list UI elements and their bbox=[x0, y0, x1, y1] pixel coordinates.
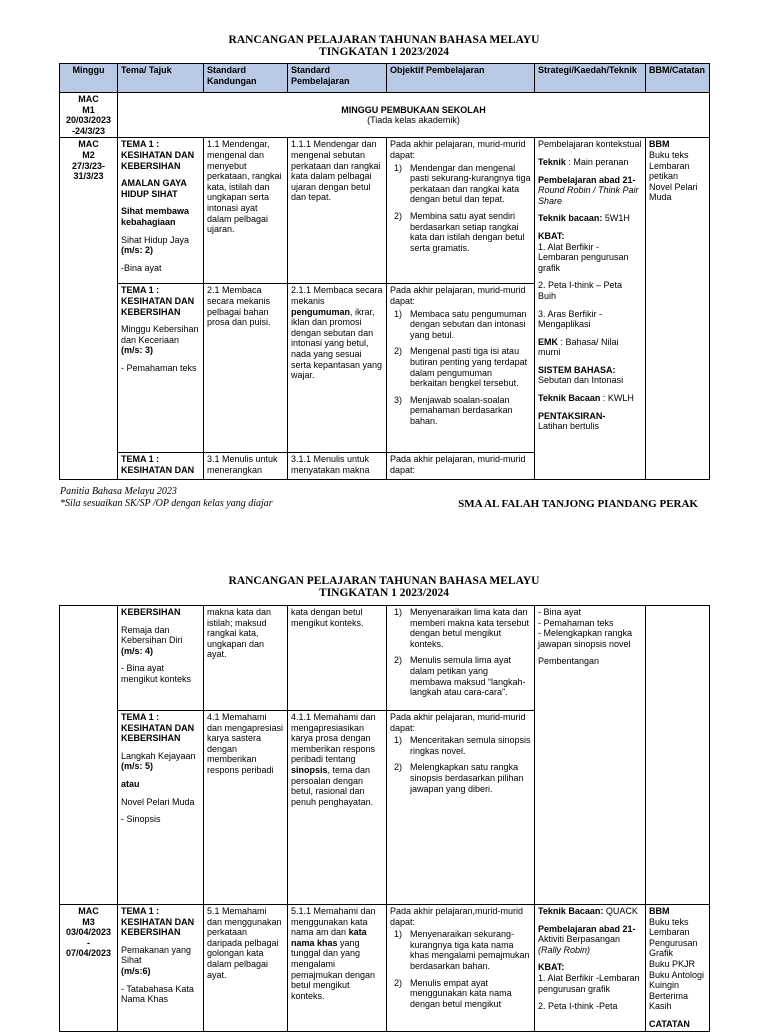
table-row-cont bbox=[60, 606, 710, 711]
table-row-m3 bbox=[60, 905, 710, 1032]
opening-week-title: MINGGU PEMBUKAAN SEKOLAH bbox=[341, 104, 486, 115]
strategi-cell bbox=[535, 138, 646, 480]
week-end: -24/3/23 bbox=[71, 125, 106, 136]
page-ref: (m/s: 5) bbox=[121, 761, 154, 772]
objective-item: 2) Melengkapkan satu rangka sinopsis berdasarkan pilihan jawapan yang diberi. bbox=[394, 762, 524, 794]
objektif-cell bbox=[387, 138, 535, 284]
topic-title: Sihat Hidup Jaya bbox=[121, 234, 190, 245]
objective-intro: Pada akhir pelajaran, murid-murid dapat: bbox=[390, 712, 526, 733]
page1-title: RANCANGAN PELAJARAN TAHUNAN BAHASA MELAYU bbox=[228, 34, 540, 46]
sistem-bahasa-value: Sebutan dan Intonasi bbox=[538, 375, 624, 386]
sk-cell: 1.1 Mendengar, mengenal dan menyebut perkataan, rangkai kata, istilah dan ungkapan serta intonasi ayat dalam pelbagai ujaran. bbox=[204, 138, 288, 284]
objective-item: 3) Menjawab soalan-soalan pemahaman berdasarkan bahan. bbox=[394, 394, 513, 426]
strategy-item: - Pemahaman teks bbox=[538, 617, 614, 628]
page-ref: (m/s:6) bbox=[121, 965, 151, 976]
bbm-item: Buku PKJR bbox=[649, 958, 696, 969]
bbm-label: BBM bbox=[649, 906, 670, 916]
tema-name: KESIHATAN DAN KEBERSIHAN bbox=[121, 149, 195, 171]
objective-item: 2) Mengenal pasti tiga isi atau butiran penting yang terdapat dalam pengumuman berkaitan bengkel tersebut. bbox=[394, 346, 528, 389]
skill-focus: -Bina ayat bbox=[121, 262, 162, 273]
kbat-item: 1. Alat Berfikir -Lembaran pengurusan grafik bbox=[538, 972, 640, 994]
page-ref: (m/s: 2) bbox=[121, 245, 154, 256]
skill-focus: - Tatabahasa Kata Nama Khas bbox=[121, 983, 194, 1005]
strategi-cell bbox=[535, 606, 646, 905]
sp-cell: 5.1.1 Memahami dan menggunakan kata nama am dan kata nama khas yang tunggal dan yang mengalami pemajmukan dengan betul mengikut konteks. bbox=[288, 905, 387, 1032]
strategy-21st-label: Pembelajaran abad 21- bbox=[538, 923, 636, 934]
strategy-21st-sub: (Rally Robin) bbox=[538, 944, 591, 955]
tema-cell bbox=[118, 284, 204, 453]
tema-label: TEMA 1 : bbox=[121, 906, 160, 916]
page1-table bbox=[59, 63, 710, 480]
kbat-item: 3. Aras Berfikir - Mengaplikasi bbox=[538, 308, 603, 330]
objective-intro: Pada akhir pelajaran,murid-murid dapat: bbox=[390, 906, 524, 927]
objektif-cell bbox=[387, 606, 535, 711]
bbm-cell-empty bbox=[646, 606, 710, 905]
kbat-label: KBAT: bbox=[538, 230, 565, 241]
week-month: MAC bbox=[78, 94, 99, 104]
page-ref: (m/s: 4) bbox=[121, 645, 154, 656]
strategy-reading: Teknik bacaan: 5W1H bbox=[538, 213, 630, 224]
week-end: 31/3/23 bbox=[73, 171, 104, 182]
footer-panitia: Panitia Bahasa Melayu 2023 bbox=[60, 486, 177, 497]
teknik-bacaan: Teknik Bacaan: QUACK bbox=[538, 906, 638, 916]
tema-cell bbox=[118, 138, 204, 284]
strategy-item: - Melengkapkan rangka jawapan sinopsis novel bbox=[538, 628, 633, 649]
week-month: MAC bbox=[78, 139, 99, 150]
bbm-item: Lembaran petikan bbox=[649, 160, 690, 182]
bbm-item: Buku teks bbox=[649, 916, 689, 927]
catatan-label: CATATAN bbox=[649, 1018, 690, 1029]
header-strategi: Strategi/Kaedah/Teknik bbox=[535, 64, 646, 93]
sk-cell: 4.1 Memahami dan mengapresiasi karya sastera dengan memberikan respons peribadi bbox=[204, 711, 288, 905]
objektif-cell bbox=[387, 711, 535, 905]
week-cell-empty bbox=[60, 606, 118, 905]
strategy-21st-value: Aktiviti Berpasangan bbox=[538, 934, 621, 945]
week-end: 07/04/2023 bbox=[65, 948, 112, 959]
header-minggu: Minggu bbox=[60, 64, 118, 93]
objektif-cell bbox=[387, 284, 535, 453]
header-standard-pembelajaran: Standard Pembelajaran bbox=[288, 64, 387, 93]
strategi-cell bbox=[535, 905, 646, 1032]
week-separator: - bbox=[87, 937, 90, 948]
page2-subtitle: TINGKATAN 1 2023/2024 bbox=[319, 587, 449, 599]
week-cell-m1 bbox=[60, 93, 118, 138]
sk-cell: 2.1 Membaca secara mekanis pelbagai bahan prosa dan puisi. bbox=[204, 284, 288, 453]
sp-cell: kata dengan betul mengikut konteks. bbox=[288, 606, 387, 711]
strategy-approach: Pembelajaran kontekstual bbox=[538, 139, 642, 150]
skill-focus: - Sinopsis bbox=[121, 814, 161, 825]
kbat-item: 2. Peta I-think – Peta Buih bbox=[538, 280, 623, 301]
objektif-cell bbox=[387, 905, 535, 1032]
strategy-technique: Teknik : Main peranan bbox=[538, 156, 629, 167]
strategy-item: Pembentangan bbox=[538, 656, 600, 667]
pentaksiran-value: Latihan bertulis bbox=[538, 421, 600, 432]
sp-cell: 4.1.1 Memahami dan mengapresiasikan karya prosa dengan memberikan respons peribadi tentang sinopsis, tema dan persoalan dengan betul, rasional dan penuh penghayatan. bbox=[288, 711, 387, 905]
sk-cell: 3.1 Menulis untuk menerangkan bbox=[204, 453, 288, 480]
tema-cell bbox=[118, 453, 204, 480]
bbm-cell bbox=[646, 905, 710, 1032]
pentaksiran-label: PENTAKSIRAN- bbox=[538, 410, 606, 421]
objective-item: 2) Menulis semula lima ayat dalam petikan yang membawa maksud “langkah-langkah atau cara-cara”. bbox=[394, 655, 526, 698]
tema-name: KEBERSIHAN bbox=[121, 607, 181, 617]
week-start: 20/03/2023 bbox=[65, 115, 112, 126]
teknik-bacaan: Teknik Bacaan : KWLH bbox=[538, 393, 634, 404]
tema-label: TEMA 1 : bbox=[121, 712, 160, 722]
strategy-item: - Bina ayat bbox=[538, 607, 582, 617]
tema-name: KESIHATAN DAN bbox=[121, 464, 195, 475]
page-ref: (m/s: 3) bbox=[121, 345, 154, 356]
tema-label: TEMA 1 : bbox=[121, 454, 160, 465]
tema-cell bbox=[118, 711, 204, 905]
week-cell-m3 bbox=[60, 905, 118, 1032]
objective-item: 1) Menceritakan semula sinopsis ringkas novel. bbox=[394, 735, 531, 756]
emk: EMK : Bahasa/ Nilai murni bbox=[538, 336, 619, 358]
objective-item: 1) Menyenaraikan sekurang-kurangnya tiga kata nama khas mengalami pemajmukan berdasarkan bahan. bbox=[394, 929, 530, 971]
strategy-21st-value: Round Robin / Think Pair Share bbox=[538, 185, 639, 206]
novel-title: Novel Pelari Muda bbox=[121, 796, 195, 807]
week-number: M3 bbox=[82, 916, 95, 927]
tema-label: TEMA 1 : bbox=[121, 285, 160, 296]
strategy-21st-label: Pembelajaran abad 21- bbox=[538, 174, 636, 185]
school-name: SMA AL FALAH TANJONG PIANDANG PERAK bbox=[458, 498, 698, 510]
objective-intro: Pada akhir pelajaran, murid-murid dapat: bbox=[390, 285, 526, 306]
sk-cell: makna kata dan istilah; maksud rangkai kata, ungkapan dan ayat. bbox=[204, 606, 288, 711]
table-row-m2-1 bbox=[60, 138, 710, 284]
topic-title: Remaja dan Kebersihan Diri bbox=[121, 624, 183, 646]
kbat-item: 2. Peta I-think -Peta bbox=[538, 1001, 618, 1012]
footer-note: *Sila sesuaikan SK/SP /OP dengan kelas yang diajar bbox=[60, 498, 273, 509]
header-bbm: BBM/Catatan bbox=[646, 64, 710, 93]
bbm-item: Novel Pelari Muda bbox=[649, 181, 698, 203]
objektif-cell: Pada akhir pelajaran, murid-murid dapat: bbox=[387, 453, 535, 480]
sistem-bahasa-label: SISTEM BAHASA: bbox=[538, 364, 616, 375]
bbm-item: Lembaran Pengurusan Grafik bbox=[649, 927, 698, 959]
objective-item: 1) Membaca satu pengumuman dengan sebutan dan intonasi yang betul. bbox=[394, 308, 527, 340]
sk-cell: 5.1 Memahami dan menggunakan perkataan daripada pelbagai golongan kata dalam pelbagai ayat. bbox=[204, 905, 288, 1032]
m1-span-cell bbox=[118, 93, 710, 138]
table-row-m1 bbox=[60, 93, 710, 138]
tema-name: KESIHATAN DAN KEBERSIHAN bbox=[121, 295, 195, 317]
page1-subtitle: TINGKATAN 1 2023/2024 bbox=[319, 46, 449, 58]
tema-label: TEMA 1 : bbox=[121, 139, 160, 150]
tema-name: KESIHATAN DAN KEBERSIHAN bbox=[121, 916, 195, 938]
header-standard-kandungan: Standard Kandungan bbox=[204, 64, 288, 93]
objective-item: 1) Mendengar dan mengenal pasti sekurang-kurangnya tiga perkataan dan rangkai kata dengan betul dan tepat. bbox=[394, 162, 531, 205]
tema-name: KESIHATAN DAN KEBERSIHAN bbox=[121, 722, 195, 744]
tema-cell bbox=[118, 606, 204, 711]
sp-cell: 3.1.1 Menulis untuk menyatakan makna bbox=[288, 453, 387, 480]
sp-cell: 2.1.1 Membaca secara mekanis pengumuman, ikrar, iklan dan promosi dengan sebutan dan intonasi yang betul, nada yang sesuai serta kepantasan yang wajar. bbox=[288, 284, 387, 453]
bbm-item: Buku Antologi Kuingin Berterima Kasih bbox=[649, 969, 705, 1012]
week-cell-m2 bbox=[60, 138, 118, 480]
topic-title: Minggu Kebersihan dan Keceriaan bbox=[121, 324, 199, 345]
week-start: 27/3/23- bbox=[71, 160, 106, 171]
header-objektif: Objektif Pembelajaran bbox=[387, 64, 535, 93]
week-month: MAC bbox=[78, 906, 99, 916]
topic-title: Langkah Kejayaan bbox=[121, 750, 196, 761]
sp-cell: 1.1.1 Mendengar dan mengenal sebutan perkataan dan rangkai kata dalam pelbagai ujaran dengan betul dan tepat. bbox=[288, 138, 387, 284]
objective-item: 2) Membina satu ayat sendiri berdasarkan setiap rangkai kata dan istilah dengan betul serta gramatis. bbox=[394, 210, 525, 253]
tema-subtitle: AMALAN GAYA HIDUP SIHAT bbox=[121, 178, 187, 199]
page2-title: RANCANGAN PELAJARAN TAHUNAN BAHASA MELAYU bbox=[228, 575, 540, 587]
bbm-label: BBM bbox=[649, 139, 670, 150]
bbm-cell bbox=[646, 138, 710, 480]
page2-table bbox=[59, 605, 710, 1032]
opening-week-note: (Tiada kelas akademik) bbox=[367, 115, 460, 126]
tema-cell bbox=[118, 905, 204, 1032]
atau-label: atau bbox=[121, 778, 140, 789]
week-number: M1 bbox=[82, 104, 95, 115]
topic-title: Pemakanan yang Sihat bbox=[121, 944, 192, 966]
skill-focus: - Pemahaman teks bbox=[121, 362, 197, 373]
week-start: 03/04/2023 bbox=[65, 927, 112, 938]
objective-intro: Pada akhir pelajaran, murid-murid dapat: bbox=[390, 139, 526, 160]
kbat-label: KBAT: bbox=[538, 962, 565, 973]
week-number: M2 bbox=[82, 149, 95, 160]
table-header-row bbox=[60, 64, 710, 93]
tema-subtopic: Sihat membawa kebahagiaan bbox=[121, 206, 190, 227]
header-tema: Tema/ Tajuk bbox=[118, 64, 204, 93]
bbm-item: Buku teks bbox=[649, 149, 689, 160]
skill-focus: - Bina ayat mengikut konteks bbox=[121, 663, 192, 684]
objective-item: 1) Menyenaraikan lima kata dan memberi makna kata tersebut dengan betul mengikut konteks. bbox=[394, 607, 530, 649]
kbat-item: 1. Alat Berfikir - Lembaran pengurusan grafik bbox=[538, 241, 629, 273]
objective-item: 2) Menulis empat ayat menggunakan kata nama dengan betul mengikut bbox=[394, 977, 512, 1009]
